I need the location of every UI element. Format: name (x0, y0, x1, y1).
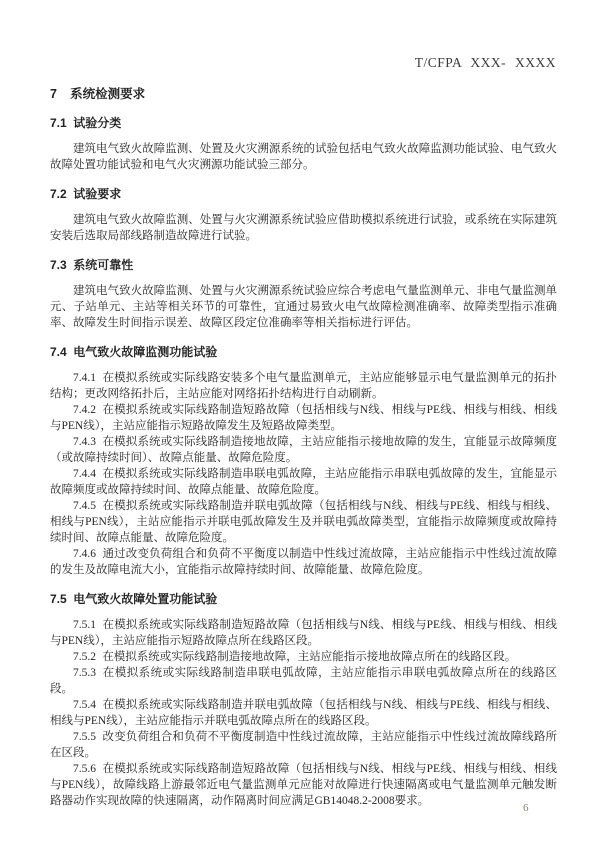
clause-text: 在模拟系统或实际线路制造短路故障（包括相线与N线、相线与PE线、相线与相线、相线与PEN线），主站应能指示短路故障点所在线路区段。 (50, 619, 557, 647)
clause-number: 7.4.5 (73, 500, 96, 512)
clause-text: 在模拟系统或实际线路制造接地故障，主站应能指示接地故障的发生，宜能显示故障频度（或故障持续时间）、故障点能量、故障危险度。 (50, 436, 557, 464)
section-heading-7 (50, 86, 557, 102)
subsection-heading-7-1 (50, 116, 557, 131)
subsection-heading-7-2 (50, 187, 557, 202)
clause-text: 在模拟系统或实际线路制造短路故障（包括相线与N线、相线与PE线、相线与相线、相线与PEN线），主站应能指示短路故障发生及短路故障类型。 (50, 404, 557, 432)
clause-7-5-4 (50, 697, 557, 729)
clause-number: 7.5.3 (73, 667, 96, 679)
subsection-number: 7.4 (50, 345, 67, 359)
paragraph: 建筑电气致火故障监测、处置及火灾溯源系统的试验包括电气致火故障监测功能试验、电气致火故障处置功能试验和电气火灾溯源功能试验三部分。 (50, 143, 557, 171)
clause-text: 在模拟系统或实际线路制造串联电弧故障，主站应能指示串联电弧故障点所在的线路区段。 (50, 667, 557, 695)
subsection-title: 试验要求 (73, 187, 122, 201)
clause-7-5-2 (50, 649, 557, 665)
clause-text: 在模拟系统或实际线路制造串联电弧故障，主站应能指示串联电弧故障的发生，宜能显示故障频度或故障持续时间、故障点能量、故障危险度。 (50, 468, 557, 496)
section-number: 7 (50, 87, 57, 101)
clause-text: 在模拟系统或实际线路制造并联电弧故障（包括相线与N线、相线与PE线、相线与相线、相线与PEN线），主站应能指示并联电弧故障点所在的线路区段。 (50, 699, 557, 727)
paragraph: 建筑电气致火故障监测、处置与火灾溯源系统试验应借助模拟系统进行试验，或系统在实际建筑安装后选取局部线路制造故障进行试验。 (50, 214, 557, 242)
clause-7-5-3 (50, 665, 557, 697)
clause-number: 7.5.4 (73, 699, 96, 711)
subsection-title: 电气致火故障监测功能试验 (73, 345, 218, 359)
subsection-number: 7.2 (50, 187, 67, 201)
clause-7-4-6 (50, 546, 557, 578)
clause-7-5-6 (50, 761, 557, 809)
clause-number: 7.4.3 (73, 436, 96, 448)
clause-number: 7.5.6 (73, 763, 96, 775)
subsection-heading-7-4 (50, 345, 557, 360)
subsection-title: 电气致火故障处置功能试验 (73, 592, 218, 606)
clause-number: 7.4.1 (73, 372, 96, 384)
clause-text: 在模拟系统或实际线路制造接地故障，主站应能指示接地故障点所在的线路区段。 (102, 651, 517, 663)
document-content (50, 86, 557, 809)
clause-number: 7.4.2 (73, 404, 96, 416)
clause-7-4-2 (50, 402, 557, 434)
clause-7-5-5 (50, 729, 557, 761)
clause-text: 在模拟系统或实际线路制造并联电弧故障（包括相线与N线、相线与PE线、相线与相线、相线与PEN线），主站应能指示并联电弧故障发生及并联电弧故障类型，宜能指示故障频度或故障持续时间、故障点能量、故障危险度。 (50, 500, 557, 544)
header-doc-number: T/CFPA XXX- XXXX (414, 55, 556, 70)
subsection-number: 7.5 (50, 592, 67, 606)
subsection-number: 7.1 (50, 116, 67, 130)
clause-number: 7.5.2 (73, 651, 96, 663)
page-number: 6 (523, 802, 529, 814)
clause-text: 改变负荷组合和负荷不平衡度制造中性线过流故障，主站应能指示中性线过流故障线路所在区段。 (50, 731, 557, 759)
subsection-heading-7-5 (50, 592, 557, 607)
subsection-number: 7.3 (50, 258, 67, 272)
clause-text: 通过改变负荷组合和负荷不平衡度以制造中性线过流故障，主站应能指示中性线过流故障的发生及故障电流大小，宜能指示故障持续时间、故障能量、故障危险度。 (50, 548, 557, 576)
subsection-title: 系统可靠性 (73, 258, 134, 272)
clause-7-5-1 (50, 617, 557, 649)
clause-number: 7.4.4 (73, 468, 96, 480)
subsection-title: 试验分类 (73, 116, 122, 130)
clause-number: 7.4.6 (73, 548, 96, 560)
clause-text: 在模拟系统或实际线路制造短路故障（包括相线与N线、相线与PE线、相线与相线、相线与PEN线），故障线路上游最邻近电气量监测单元应能对故障进行快速隔离或电气量监测单元触发断路器动作实现故障的快速隔离，动作隔离时间应满足GB14048.2-2008要求。 (50, 763, 557, 807)
clause-7-4-1 (50, 370, 557, 402)
paragraph: 建筑电气致火故障监测、处置与火灾溯源系统试验应综合考虑电气量监测单元、非电气量监测单元、子站单元、主站等相关环节的可靠性，宜通过易致火电气故障检测准确率、故障类型指示准确率、故障发生时间指示误差、故障区段定位准确率等相关指标进行评估。 (50, 285, 557, 329)
clause-7-4-3 (50, 434, 557, 466)
section-title: 系统检测要求 (70, 87, 146, 101)
clause-7-4-4 (50, 466, 557, 498)
clause-7-4-5 (50, 498, 557, 546)
clause-text: 在模拟系统或实际线路安装多个电气量监测单元，主站应能够显示电气量监测单元的拓扑结构；更改网络拓扑后，主站应能对网络拓扑结构进行自动刷新。 (50, 372, 557, 400)
clause-number: 7.5.5 (73, 731, 96, 743)
clause-number: 7.5.1 (73, 619, 96, 631)
subsection-heading-7-3 (50, 258, 557, 273)
